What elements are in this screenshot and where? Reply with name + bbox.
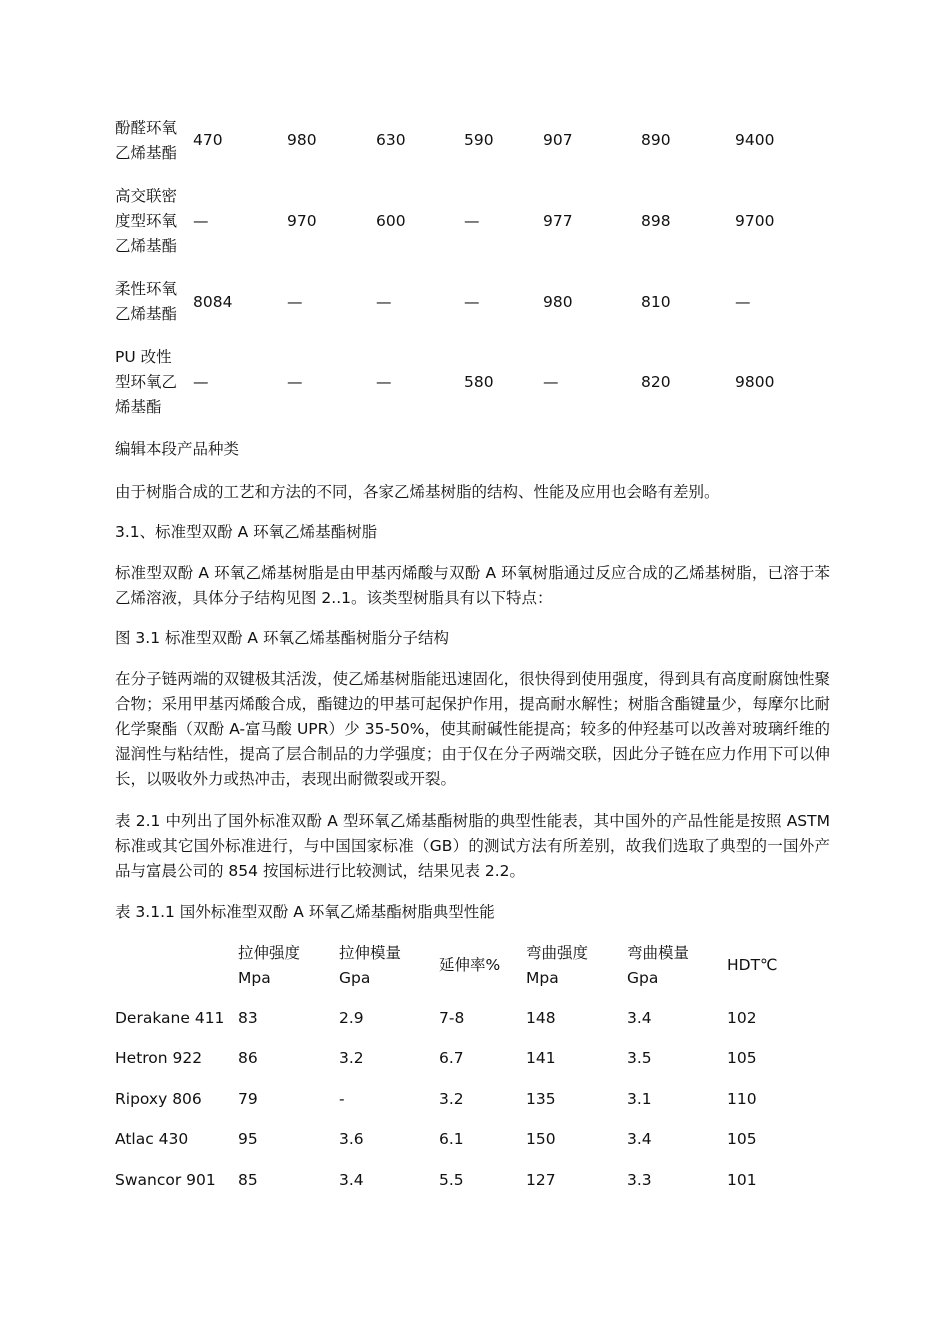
table-cell: 95 <box>238 1130 258 1148</box>
table-cell: 3.1 <box>627 1090 652 1108</box>
table-cell: 907 <box>543 131 573 149</box>
table-cell: 127 <box>526 1171 556 1189</box>
table-cell: 101 <box>727 1171 757 1189</box>
table-cell: — <box>287 293 303 311</box>
edit-section-link[interactable]: 编辑本段产品种类 <box>115 440 240 458</box>
section-heading: 3.1、标准型双酚 A 环氧乙烯基酯树脂 <box>115 523 378 541</box>
row-name: 柔性环氧 乙烯基酯 <box>115 280 178 323</box>
row-name: Atlac 430 <box>115 1130 189 1148</box>
table-cell: 3.4 <box>627 1009 652 1027</box>
table-cell: 630 <box>376 131 406 149</box>
table-cell: - <box>339 1090 345 1108</box>
table-cell: 590 <box>464 131 494 149</box>
table-cell: 141 <box>526 1049 556 1067</box>
table-cell: 2.9 <box>339 1009 364 1027</box>
table-cell: 3.4 <box>627 1130 652 1148</box>
table-cell: 7-8 <box>439 1009 465 1027</box>
figure-caption: 图 3.1 标准型双酚 A 环氧乙烯基酯树脂分子结构 <box>115 629 449 647</box>
table-cell: 3.6 <box>339 1130 364 1148</box>
table-caption: 表 3.1.1 国外标准型双酚 A 环氧乙烯基酯树脂典型性能 <box>115 903 495 921</box>
table-cell: 977 <box>543 212 573 230</box>
table-cell: 9700 <box>735 212 775 230</box>
table-cell: — <box>376 373 392 391</box>
table-cell: 110 <box>727 1090 757 1108</box>
intro-paragraph: 由于树脂合成的工艺和方法的不同，各家乙烯基树脂的结构、性能及应用也会略有差别。 <box>115 483 720 501</box>
row-name: Swancor 901 <box>115 1171 216 1189</box>
table-cell: 3.5 <box>627 1049 652 1067</box>
table-cell: 600 <box>376 212 406 230</box>
table-cell: 580 <box>464 373 494 391</box>
row-name: Hetron 922 <box>115 1049 203 1067</box>
table-cell: — <box>735 293 751 311</box>
table-cell: 810 <box>641 293 671 311</box>
table-cell: 3.3 <box>627 1171 652 1189</box>
table-cell: 6.1 <box>439 1130 464 1148</box>
header-flexural-strength: 弯曲强度 Mpa <box>526 944 589 987</box>
table-cell: 8084 <box>193 293 233 311</box>
table-cell: 3.2 <box>339 1049 364 1067</box>
table-cell: 85 <box>238 1171 258 1189</box>
table-cell: 820 <box>641 373 671 391</box>
table-cell: — <box>376 293 392 311</box>
table-cell: 105 <box>727 1049 757 1067</box>
table-cell: 470 <box>193 131 223 149</box>
table-cell: 898 <box>641 212 671 230</box>
table-cell: 980 <box>287 131 317 149</box>
table-cell: 970 <box>287 212 317 230</box>
table-cell: — <box>287 373 303 391</box>
table-cell: 3.4 <box>339 1171 364 1189</box>
table-cell: 9400 <box>735 131 775 149</box>
table-cell: 79 <box>238 1090 258 1108</box>
table-cell: — <box>543 373 559 391</box>
header-tensile-modulus: 拉伸模量 Gpa <box>339 944 402 987</box>
table-cell: 150 <box>526 1130 556 1148</box>
table-cell: — <box>464 293 480 311</box>
row-name: 酚醛环氧 乙烯基酯 <box>115 119 178 162</box>
table-cell: 86 <box>238 1049 258 1067</box>
table-cell: 9800 <box>735 373 775 391</box>
table-cell: 6.7 <box>439 1049 464 1067</box>
table-cell: 890 <box>641 131 671 149</box>
header-elongation: 延伸率% <box>439 956 501 974</box>
table-cell: — <box>464 212 480 230</box>
header-tensile-strength: 拉伸强度 Mpa <box>238 944 301 987</box>
table-cell: 135 <box>526 1090 556 1108</box>
paragraph-composition: 标准型双酚 A 环氧乙烯基树脂是由甲基丙烯酸与双酚 A 环氧树脂通过反应合成的乙烯基树脂，已溶于苯乙烯溶液，具体分子结构见图 2..1。该类型树脂具有以下特点： <box>115 564 830 607</box>
table-cell: 102 <box>727 1009 757 1027</box>
table-cell: 105 <box>727 1130 757 1148</box>
table-cell: — <box>193 373 209 391</box>
paragraph-features: 在分子链两端的双键极其活泼，使乙烯基树脂能迅速固化，很快得到使用强度，得到具有高度耐腐蚀性聚合物；采用甲基丙烯酸合成，酯键边的甲基可起保护作用，提高耐水解性；树脂含酯键量少，每摩尔比耐化学聚酯（双酚 A-富马酸 UPR）少 35-50%，使其耐碱性能提高；较多的仲羟基可以改善对玻璃纤维的湿润性与粘结性，提高了层合制品的力学强度；由于仅在分子两端交联，因此分子链在应力作用下可以伸长，以吸收外力或热冲击，表现出耐微裂或开裂。 <box>115 670 830 788</box>
paragraph-comparison: 表 2.1 中列出了国外标准双酚 A 型环氧乙烯基酯树脂的典型性能表，其中国外的产品性能是按照 ASTM 标准或其它国外标准进行，与中国国家标准（GB）的测试方法有所差别，故我们选取了典型的一国外产品与富晨公司的 854 按国标进行比较测试，结果见表 2.2。 <box>115 812 830 880</box>
row-name: 高交联密 度型环氧 乙烯基酯 <box>115 187 178 255</box>
row-name: Ripoxy 806 <box>115 1090 202 1108</box>
table-cell: 3.2 <box>439 1090 464 1108</box>
table-cell: — <box>193 212 209 230</box>
header-flexural-modulus: 弯曲模量 Gpa <box>627 944 690 987</box>
table-cell: 83 <box>238 1009 258 1027</box>
table-cell: 148 <box>526 1009 556 1027</box>
table-cell: 5.5 <box>439 1171 464 1189</box>
header-hdt: HDT℃ <box>727 956 778 974</box>
row-name: PU 改性 型环氧乙 烯基酯 <box>115 348 178 416</box>
row-name: Derakane 411 <box>115 1009 225 1027</box>
table-cell: 980 <box>543 293 573 311</box>
